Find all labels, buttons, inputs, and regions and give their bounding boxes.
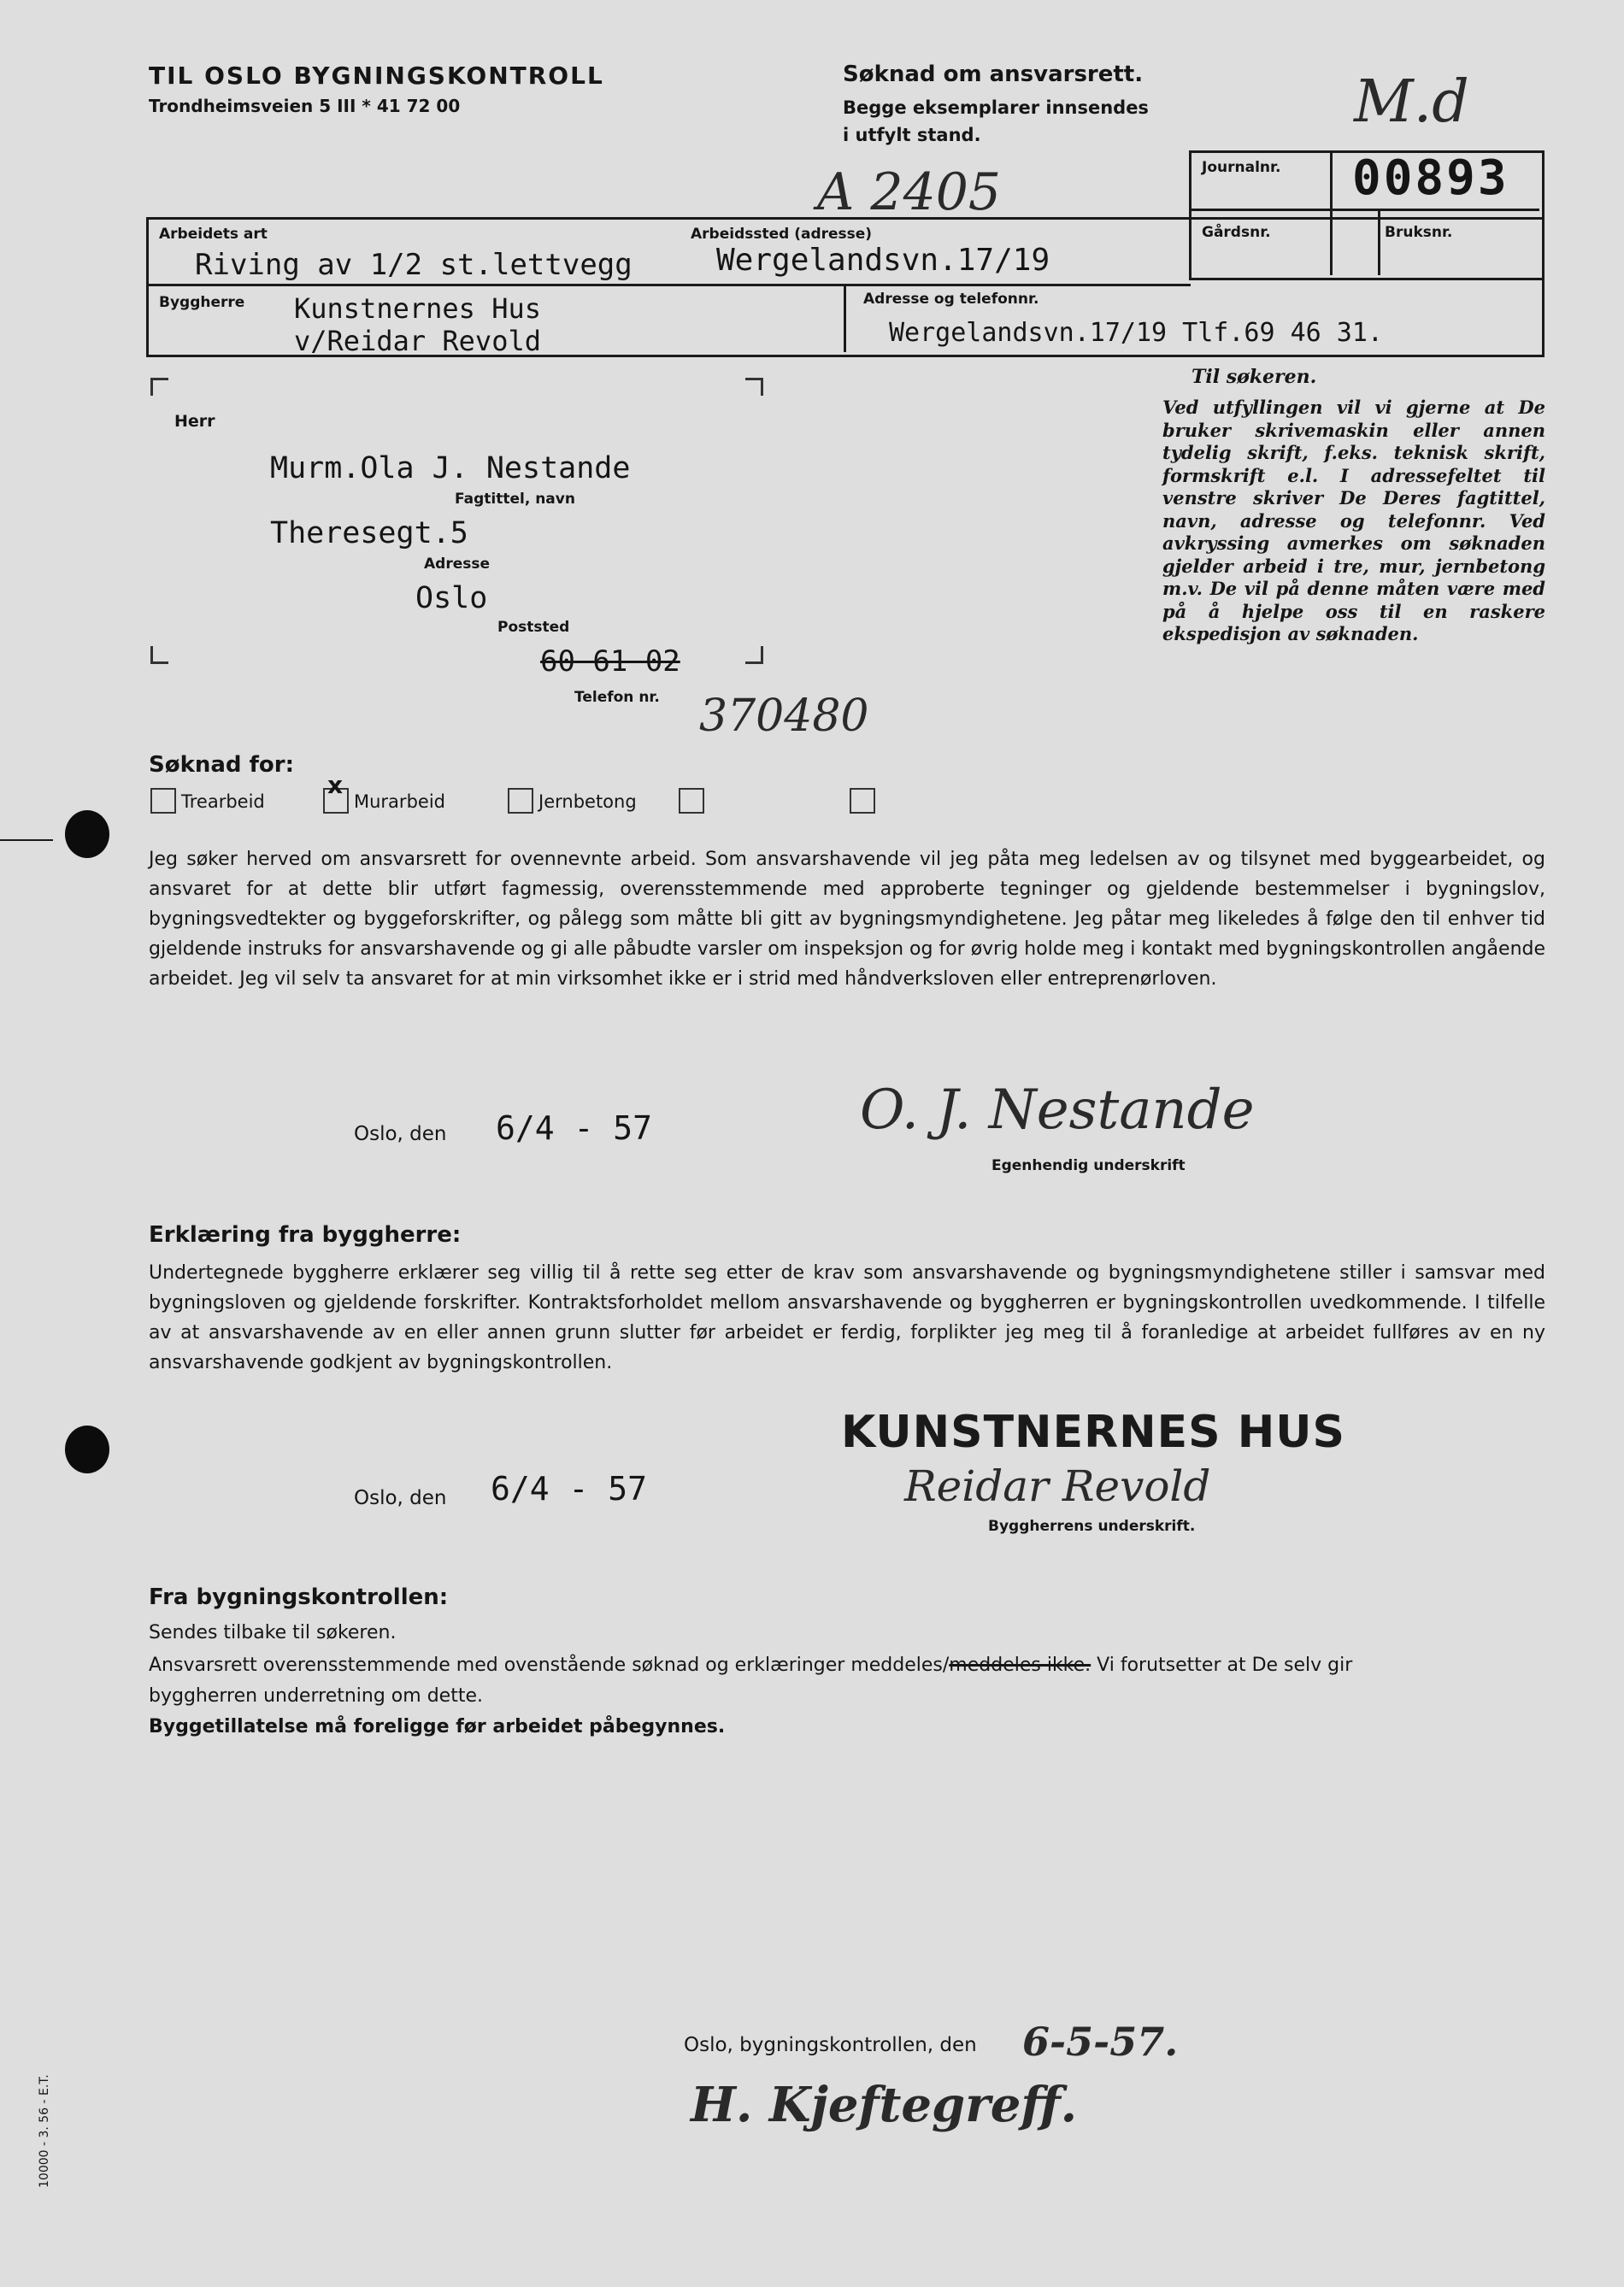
instructions-line-1: Begge eksemplarer innsendes bbox=[843, 97, 1149, 118]
margin-fold-mark bbox=[0, 839, 53, 841]
work-place-label: Arbeidssted (adresse) bbox=[691, 226, 873, 243]
authority-line-1: Sendes tilbake til søkeren. bbox=[149, 1622, 397, 1643]
blank-option-checkbox[interactable] bbox=[850, 788, 875, 814]
applicant-street-label: Adresse bbox=[424, 556, 491, 573]
authority-notice: Byggetillatelse må foreligge før arbeidet påbegynnes. bbox=[149, 1716, 726, 1737]
applicant-phone-handwritten: 370480 bbox=[699, 691, 869, 742]
blank-option-checkbox[interactable] bbox=[679, 788, 704, 814]
application-date-prefix: Oslo, den bbox=[354, 1123, 447, 1145]
gardsnr-label: Gårdsnr. bbox=[1202, 224, 1271, 241]
punch-hole bbox=[65, 810, 109, 858]
form-title: Søknad om ansvarsrett. bbox=[843, 62, 1144, 87]
builder-label: Byggherre bbox=[159, 294, 245, 311]
address-corner-mark bbox=[150, 378, 168, 396]
applicant-name-label: Fagtittel, navn bbox=[455, 491, 575, 508]
address-phone-value: Wergelandsvn.17/19 Tlf.69 46 31. bbox=[889, 318, 1383, 348]
handwritten-mark: M.d bbox=[1354, 68, 1469, 136]
divider bbox=[844, 284, 846, 352]
murarbeid-label: Murarbeid bbox=[354, 791, 445, 812]
note-body: Ved utfyllingen vil vi gjerne at De bruker skrivemaskin eller annen tydelig skrift, f.eks. teknisk skrift, formskrift e.l. I adressefeltet til venstre skriver De Deres fagtittel, navn, adresse og telefonnr. Ved avkryssing avmerkes om søknaden gjelder arbeid i tre, mur, jernbetong m.v. De vil på denne måten være med på å hjelpe oss til en raskere ekspedisjon av søknaden. bbox=[1162, 397, 1545, 644]
applicant-street: Theresegt.5 bbox=[270, 516, 468, 550]
applicant-name: Murm.Ola J. Nestande bbox=[270, 451, 631, 485]
case-number: A 2405 bbox=[817, 162, 1002, 222]
murarbeid-check-mark: x bbox=[327, 771, 344, 799]
authority-signature: H. Kjeftegreff. bbox=[691, 2077, 1078, 2133]
print-code: 10000 - 3. 56 - E.T. bbox=[38, 2074, 51, 2188]
addressee-heading: TIL OSLO BYGNINGSKONTROLL bbox=[149, 62, 604, 90]
authority-line-2 bbox=[149, 1655, 1352, 1676]
note-title: Til søkeren. bbox=[1192, 366, 1317, 388]
declaration-body: Undertegnede byggherre erklærer seg villig til å rette seg etter de krav som ansvarshavende og bygningsmyndighetene stiller i samsvar med bygningsloven og gjeldende forskrifter. Kontraktsforholdet mellom ansvarshavende og byggherren er bygningskontrollen uvedkommende. I tilfelle av at ansvarshavende av en eller annen grunn slutter før arbeidet er ferdig, forplikter jeg meg til å foranledige at arbeidet fullføres av en ny ansvarshavende godkjent av bygningskontrollen. bbox=[149, 1262, 1545, 1373]
builder-name: Kunstnernes Hus bbox=[294, 292, 541, 325]
address-corner-mark bbox=[745, 378, 763, 396]
authority-line-2-struck: meddeles ikke. bbox=[949, 1655, 1091, 1676]
application-date: 6/4 - 57 bbox=[496, 1109, 653, 1147]
punch-hole bbox=[65, 1426, 109, 1473]
builder-signature: Reidar Revold bbox=[904, 1461, 1211, 1511]
application-body: Jeg søker herved om ansvarsrett for ovennevnte arbeid. Som ansvarshavende vil jeg påta meg ledelsen av og tilsynet med byggearbeidet, og ansvaret for at dette blir utført fagmessig, overensstemmende med approberte tegninger og gjeldende bestemmelser i bygningslov, bygningsvedtekter og byggeforskrifter, og pålegg som måtte bli gitt av bygningsmyndighetene. Jeg påtar meg likeledes å følge den til enhver tid gjeldende instruks for ansvarshavende og gi alle påbudte varsler om inspeksjon og for øvrig holde meg i kontakt med bygningskontrollen angående arbeidet. Jeg vil selv ta ansvaret for at min virksomhet ikke er i strid med håndverksloven eller entreprenørloven. bbox=[149, 849, 1546, 990]
authority-date: 6-5-57. bbox=[1022, 2019, 1179, 2065]
declaration-date: 6/4 - 57 bbox=[491, 1470, 648, 1508]
authority-heading: Fra bygningskontrollen: bbox=[149, 1584, 449, 1610]
instructions-line-2: i utfylt stand. bbox=[843, 125, 981, 145]
address-phone-label: Adresse og telefonnr. bbox=[863, 291, 1039, 308]
declaration-heading: Erklæring fra byggherre: bbox=[149, 1222, 462, 1248]
applicant-signature-label: Egenhendig underskrift bbox=[991, 1157, 1186, 1174]
work-type-label: Arbeidets art bbox=[159, 226, 268, 243]
application-heading: Søknad for: bbox=[149, 752, 294, 778]
applicant-phone-typed: 60 61 02 bbox=[540, 644, 680, 679]
jernbetong-checkbox[interactable] bbox=[508, 788, 533, 814]
authority-line-3: byggherren underretning om dette. bbox=[149, 1685, 483, 1707]
trearbeid-checkbox[interactable] bbox=[150, 788, 176, 814]
authority-line-2-end: Vi forutsetter at De selv gir bbox=[1091, 1655, 1353, 1676]
jernbetong-label: Jernbetong bbox=[538, 791, 637, 812]
divider bbox=[1189, 209, 1539, 211]
work-place-value: Wergelandsvn.17/19 bbox=[716, 243, 1050, 278]
applicant-city-label: Poststed bbox=[497, 619, 570, 636]
trearbeid-label: Trearbeid bbox=[181, 791, 265, 812]
journal-number: 00893 bbox=[1352, 150, 1509, 206]
builder-signature-label: Byggherrens underskrift. bbox=[988, 1518, 1196, 1535]
authority-line-2-start: Ansvarsrett overensstemmende med ovenstående søknad og erklæringer meddeles/ bbox=[149, 1655, 950, 1676]
builder-stamp: KUNSTNERNES HUS bbox=[841, 1407, 1345, 1458]
office-address: Trondheimsveien 5 III * 41 72 00 bbox=[149, 96, 461, 116]
divider bbox=[146, 284, 1191, 286]
divider bbox=[1378, 209, 1380, 275]
divider bbox=[1330, 150, 1333, 275]
salutation: Herr bbox=[174, 412, 215, 431]
declaration-date-prefix: Oslo, den bbox=[354, 1487, 447, 1509]
applicant-signature: O. J. Nestande bbox=[860, 1079, 1255, 1142]
authority-date-prefix: Oslo, bygningskontrollen, den bbox=[684, 2034, 977, 2056]
applicant-phone-label: Telefon nr. bbox=[574, 689, 660, 706]
work-type-value: Riving av 1/2 st.lettvegg bbox=[195, 248, 633, 282]
address-corner-mark bbox=[150, 646, 168, 664]
address-corner-mark bbox=[745, 646, 763, 664]
applicant-city: Oslo bbox=[415, 581, 488, 615]
bruksnr-label: Bruksnr. bbox=[1385, 224, 1453, 241]
journal-label: Journalnr. bbox=[1202, 159, 1281, 176]
builder-contact: v/Reidar Revold bbox=[294, 325, 541, 357]
